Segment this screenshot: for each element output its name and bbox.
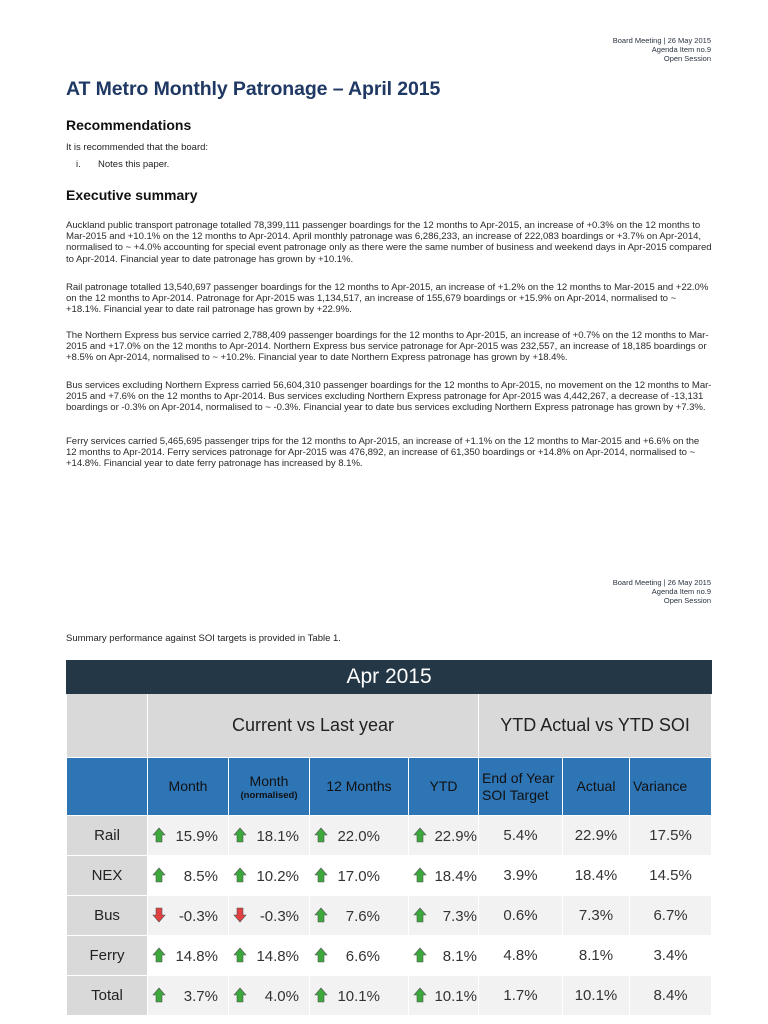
arrow-up-icon (413, 987, 427, 1003)
cell-actual: 7.3% (563, 896, 630, 936)
arrow-up-icon (233, 987, 247, 1003)
cell-norm (229, 896, 310, 936)
table-row (67, 856, 712, 896)
page-title: AT Metro Monthly Patronage – April 2015 (66, 78, 441, 100)
cell-value-ytd: 7.3% (442, 907, 477, 925)
meeting-line: Board Meeting | 26 May 2015 (612, 36, 711, 45)
arrow-up-icon (233, 947, 247, 963)
cell-soi: 5.4% (479, 816, 563, 856)
group-header-ytd: YTD Actual vs YTD SOI (479, 694, 712, 758)
cell-value-norm: 14.8% (256, 947, 299, 965)
table-row (67, 976, 712, 1016)
table-intro: Summary performance against SOI targets is provided in Table 1. (66, 633, 341, 644)
cell-value-norm: 10.2% (256, 867, 299, 885)
arrow-up-icon (233, 867, 247, 883)
cell-month (148, 936, 229, 976)
arrow-up-icon (314, 947, 328, 963)
executive-summary-heading: Executive summary (66, 187, 198, 203)
cell-ytd (409, 936, 479, 976)
cell-month (148, 856, 229, 896)
recommendation-item-number: i. (76, 159, 81, 170)
table-row (67, 816, 712, 856)
cell-value-ytd: 18.4% (434, 867, 477, 885)
table-row (67, 896, 712, 936)
recommendation-item (76, 159, 169, 170)
arrow-up-icon (413, 867, 427, 883)
cell-actual: 22.9% (563, 816, 630, 856)
cell-value-month: 14.8% (175, 947, 218, 965)
summary-paragraph-rail: Rail patronage totalled 13,540,697 passenger boardings for the 12 months to Apr-2015, an increase of +1.2% on the 12 months to Mar-2015 and +22.0% on the 12 months to Apr-2014. Patronage for Apr-2015 was 1,134,517, an increase of 155,679 boardings or +15.9% on Apr-2014, normalised to ~ +18.1%. Financial year to date rail patronage has grown by +22.9%. (66, 282, 709, 316)
column-header-variance: Variance (630, 758, 712, 816)
column-header-normalised-sub: (normalised) (240, 789, 298, 801)
row-label: Total (67, 976, 148, 1016)
cell-ytd (409, 816, 479, 856)
arrow-up-icon (152, 987, 166, 1003)
column-header-month-normalised-label: Month (249, 772, 289, 789)
cell-value-month: 8.5% (183, 867, 218, 885)
cell-value-m12: 17.0% (337, 867, 380, 885)
cell-value-norm: -0.3% (259, 907, 299, 925)
arrow-up-icon (233, 827, 247, 843)
cell-soi: 3.9% (479, 856, 563, 896)
cell-m12 (310, 896, 409, 936)
arrow-up-icon (152, 867, 166, 883)
cell-m12 (310, 856, 409, 896)
table-row (67, 936, 712, 976)
recommendations-heading: Recommendations (66, 117, 192, 133)
cell-variance: 14.5% (630, 856, 712, 896)
cell-value-month: -0.3% (178, 907, 218, 925)
cell-value-m12: 10.1% (337, 987, 380, 1005)
cell-value-ytd: 8.1% (442, 947, 477, 965)
arrow-up-icon (314, 867, 328, 883)
column-header-actual: Actual (563, 758, 630, 816)
cell-variance: 6.7% (630, 896, 712, 936)
cell-value-m12: 6.6% (345, 947, 380, 965)
cell-m12 (310, 816, 409, 856)
row-label: Bus (67, 896, 148, 936)
cell-norm (229, 976, 310, 1016)
row-label: NEX (67, 856, 148, 896)
cell-month (148, 816, 229, 856)
cell-variance: 3.4% (630, 936, 712, 976)
cell-value-ytd: 22.9% (434, 827, 477, 845)
arrow-up-icon (413, 947, 427, 963)
cell-value-m12: 7.6% (345, 907, 380, 925)
cell-norm (229, 816, 310, 856)
row-label: Ferry (67, 936, 148, 976)
recommendation-item-text: Notes this paper. (98, 159, 170, 170)
cell-value-month: 3.7% (183, 987, 218, 1005)
arrow-up-icon (413, 907, 427, 923)
cell-ytd (409, 896, 479, 936)
cell-variance: 17.5% (630, 816, 712, 856)
soi-performance-table (66, 660, 712, 1016)
arrow-up-icon (152, 827, 166, 843)
cell-value-norm: 4.0% (264, 987, 299, 1005)
page2-header-meta (613, 578, 711, 605)
summary-paragraph-total: Auckland public transport patronage totalled 78,399,111 passenger boardings for the 12 months to Apr-2015, an increase of +0.3% on the 12 months to Mar-2015 and +10.1% on the 12 months to Apr-2014. April monthly patronage was 6,286,233, an increase of 222,083 boardings or +3.7% on Apr-2014, normalised to ~ +4.0% accounting for special event patronage only as there were the same number of business and weekend days in Apr-2015 compared to Apr-2014. Financial year to date patronage has grown by +10.1%. (66, 220, 712, 265)
cell-norm (229, 856, 310, 896)
arrow-up-icon (413, 827, 427, 843)
page-header-meta (613, 36, 711, 63)
group-header-blank (67, 694, 148, 758)
cell-value-ytd: 10.1% (434, 987, 477, 1005)
cell-m12 (310, 976, 409, 1016)
arrow-up-icon (314, 827, 328, 843)
cell-ytd (409, 856, 479, 896)
column-header-soi-target: End of Year SOI Target (479, 758, 563, 816)
column-header-month: Month (148, 758, 229, 816)
column-header-ytd: YTD (409, 758, 479, 816)
agenda-line: Agenda Item no.9 (651, 45, 711, 54)
cell-value-month: 15.9% (175, 827, 218, 845)
table-banner: Apr 2015 (67, 661, 712, 694)
column-header-blank (67, 758, 148, 816)
arrow-up-icon (314, 907, 328, 923)
cell-value-m12: 22.0% (337, 827, 380, 845)
cell-ytd (409, 976, 479, 1016)
cell-month (148, 896, 229, 936)
row-label: Rail (67, 816, 148, 856)
arrow-down-icon (152, 907, 166, 923)
cell-actual: 10.1% (563, 976, 630, 1016)
table-body (67, 816, 712, 1016)
column-header-12-months: 12 Months (310, 758, 409, 816)
group-header-current: Current vs Last year (148, 694, 479, 758)
session-line: Open Session (663, 596, 711, 605)
cell-soi: 0.6% (479, 896, 563, 936)
cell-soi: 1.7% (479, 976, 563, 1016)
agenda-line: Agenda Item no.9 (651, 587, 711, 596)
summary-paragraph-ferry: Ferry services carried 5,465,695 passenger trips for the 12 months to Apr-2015, an increase of +1.1% on the 12 months to Mar-2015 and +6.6% on the 12 months to Apr-2014. Ferry services patronage for Apr-2015 was 476,892, an increase of 61,350 boardings or +14.8% on Apr-2014, normalised to ~ +14.8%. Financial year to date ferry patronage has increased by 8.1%. (66, 436, 700, 470)
summary-paragraph-bus: Bus services excluding Northern Express carried 56,604,310 passenger boardings for the 12 months to Apr-2015, no movement on the 12 months to Mar-2015 and +7.6% on the 12 months to Apr-2014. Bus services excluding Northern Express patronage for Apr-2015 was 4,442,267, a decrease of -13,131 boardings or -0.3% on Apr-2014, normalised to ~ -0.3%. Financial year to date bus services excluding Northern Express patronage has grown by +7.3%. (66, 380, 712, 414)
column-header-month-normalised (229, 758, 310, 816)
cell-soi: 4.8% (479, 936, 563, 976)
session-line: Open Session (663, 54, 711, 63)
recommendations-intro: It is recommended that the board: (66, 142, 209, 153)
cell-value-norm: 18.1% (256, 827, 299, 845)
cell-month (148, 976, 229, 1016)
summary-paragraph-nex: The Northern Express bus service carried 2,788,409 passenger boardings for the 12 months to Apr-2015, an increase of +0.7% on the 12 months to Mar-2015 and +17.0% on the 12 months to Apr-2014. Northern Express bus service patronage for Apr-2015 was 232,557, an increase of 18,185 boardings or +8.5% on Apr-2014, normalised to ~ +10.2%. Financial year to date Northern Express patronage has grown by +18.4%. (66, 330, 709, 364)
arrow-up-icon (152, 947, 166, 963)
cell-variance: 8.4% (630, 976, 712, 1016)
arrow-up-icon (314, 987, 328, 1003)
cell-actual: 8.1% (563, 936, 630, 976)
meeting-line: Board Meeting | 26 May 2015 (612, 578, 711, 587)
cell-norm (229, 936, 310, 976)
arrow-down-icon (233, 907, 247, 923)
cell-m12 (310, 936, 409, 976)
cell-actual: 18.4% (563, 856, 630, 896)
